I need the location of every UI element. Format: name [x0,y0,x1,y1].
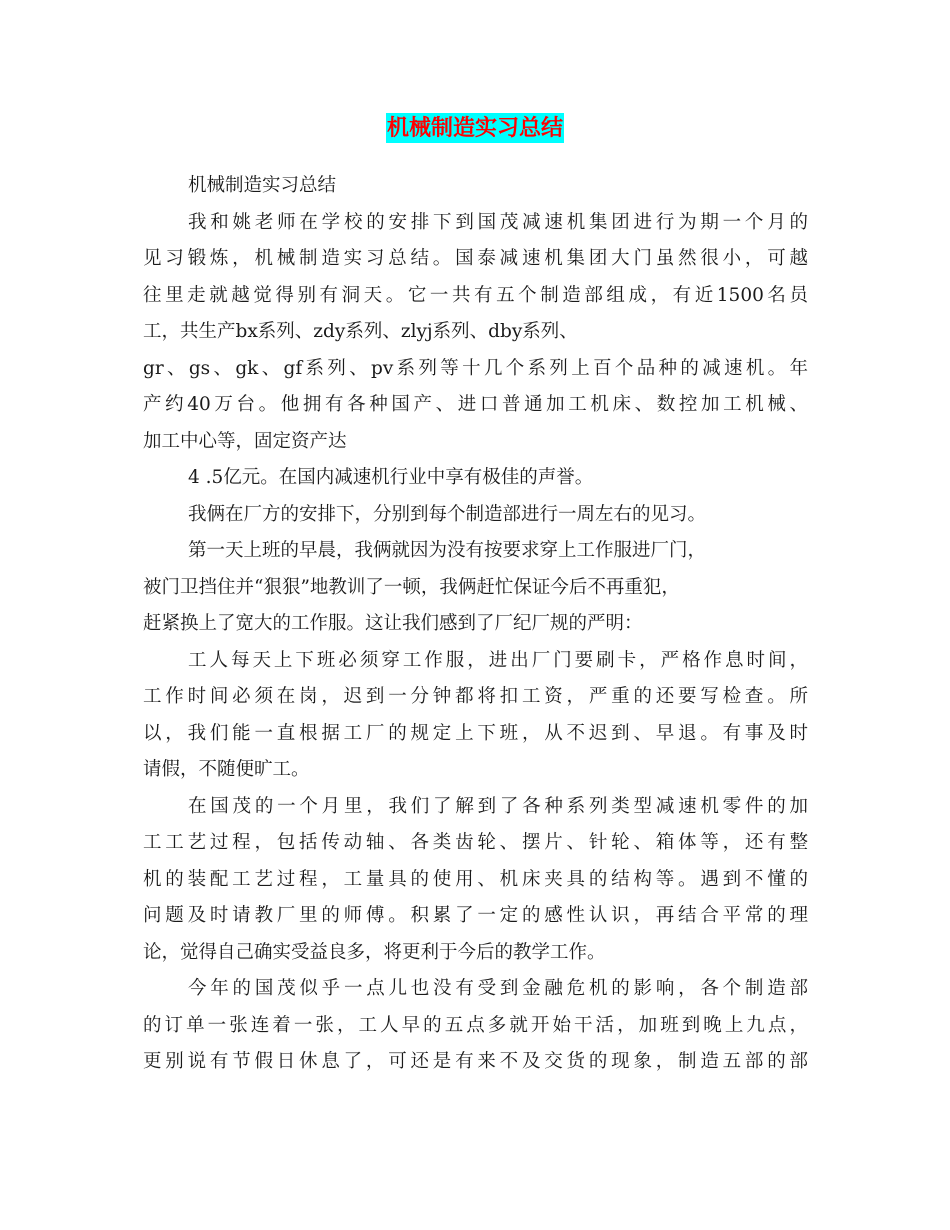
text-line: 机械制造实习总结 [188,175,337,196]
text-line: 工人每天上下班必须穿工作服，进出厂门要刷卡，严格作息时间， [188,649,808,671]
text-line: 工，共生产bx系列、zdy系列、zlyj系列、dby系列、 [143,321,578,342]
text-line: 产约40万台。他拥有各种国产、进口普通加工机床、数控加工机械、 [143,394,808,415]
text-line: 论，觉得自己确实受益良多，将更利于今后的教学工作。 [143,941,606,963]
text-line: 见习锻炼，机械制造实习总结。国泰减速机集团大门虽然很小，可越 [143,248,808,269]
text-line: 请假，不随便旷工。 [143,759,310,780]
text-line: 4 .5亿元。在国内减速机行业中享有极佳的声誉。 [188,467,594,488]
text-line: 机的装配工艺过程，工量具的使用、机床夹具的结构等。遇到不懂的 [143,868,808,890]
text-line: 在国茂的一个月里，我们了解到了各种系列类型减速机零件的加 [188,795,808,817]
text-line: 赶紧换上了宽大的工作服。这让我们感到了厂纪厂规的严明： [143,613,643,634]
text-line: 第一天上班的早晨，我俩就因为没有按要求穿上工作服进厂门， [188,540,707,561]
document-title: 机械制造实习总结 [386,115,563,141]
text-line: 今年的国茂似乎一点儿也没有受到金融危机的影响，各个制造部 [188,978,808,999]
text-line: 问题及时请教厂里的师傅。积累了一定的感性认识，再结合平常的理 [143,905,808,926]
text-line: gr、gs、gk、gf系列、pv系列等十几个系列上百个品种的减速机。年 [143,357,808,379]
text-line: 加工中心等，固定资产达 [143,430,347,452]
text-line: 工工艺过程，包括传动轴、各类齿轮、摆片、针轮、箱体等，还有整 [143,832,808,853]
text-line: 工作时间必须在岗，迟到一分钟都将扣工资，严重的还要写检查。所 [143,686,808,707]
text-line: 更别说有节假日休息了，可还是有来不及交货的现象，制造五部的部 [143,1051,808,1072]
text-line: 我俩在厂方的安排下，分别到每个制造部进行一周左右的见习。 [188,503,707,525]
document-body [143,168,808,1081]
text-line: 被门卫挡住并“狠狠”地教训了一顿，我俩赶忙保证今后不再重犯， [143,576,680,598]
title-container [0,113,950,143]
text-line: 往里走就越觉得别有洞天。它一共有五个制造部组成，有近1500名员 [143,284,808,306]
text-line: 的订单一张连着一张，工人早的五点多就开始干活，加班到晚上九点， [143,1014,808,1036]
text-line: 我和姚老师在学校的安排下到国茂减速机集团进行为期一个月的 [188,211,808,233]
text-line: 以，我们能一直根据工厂的规定上下班，从不迟到、早退。有事及时 [143,722,808,744]
